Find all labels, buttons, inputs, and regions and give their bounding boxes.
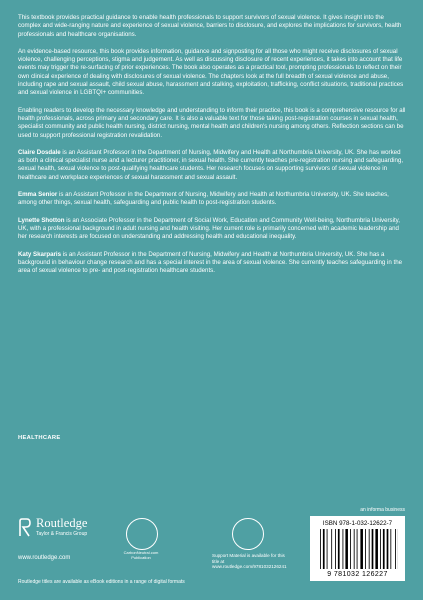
author-bio-text: is an Assistant Professor in the Department of Nursing, Midwifery and Health at Northumbria University, UK. She has worked as both a clinical specialist nurse and a lecturer practitioner, in sexual health. She currently teaches pre-registration nursing and safeguarding, sexual health, sexual violence to post-qualifying healthcare students. Her research focuses on supporting survivors of sexual violence in healthcare and workplace experiences of sexual harassment and sexual assault.: [18, 148, 404, 181]
author-bio-4: [18, 251, 408, 276]
description-paragraph-2: An evidence-based resource, this book provides information, guidance and signposting for all those who might receive disclosures of sexual violence, challenging perceptions, stigma and judgement. As well as discussing disclosure of recent experiences, it takes into account that life events may trigger the re-surfacing of prior experiences. The book also operates as a practical tool, prompting professionals to reflect on their own clinical experience of dealing with disclosures of sexual violence. The chapters look at the full breadth of sexual violence and abuse, including rape and sexual assault, child sexual abuse, harassment and stalking, exploitation, trafficking, conflict situations, traditional practices and sexual violence in LGBTQI+ communities.: [18, 47, 404, 97]
carbon-neutral-label: Publication: [131, 555, 151, 560]
isbn-label: ISBN 978-1-032-12622-7: [322, 520, 393, 527]
isbn-barcode: [310, 516, 405, 581]
author-bio-text: is an Assistant Professor in the Department of Nursing, Midwifery and Health at Northumbria University, UK. She has a background in behaviour change research and has a special interest in the area of sexual violence. She currently teaches safeguarding in the area of sexual violence to pre- and post-registration healthcare students.: [18, 250, 403, 275]
barcode-number: 9 781032 126227: [327, 571, 388, 578]
barcode-bars: [318, 529, 398, 569]
back-cover-text: [18, 14, 408, 284]
support-material-text: Support Material is available for this title at www.routledge.com/9781032126241: [212, 553, 287, 570]
author-name: Emma Senior: [18, 191, 58, 199]
author-bio-3: [18, 217, 408, 242]
author-bio-text: is an Assistant Professor in the Department of Nursing, Midwifery and Health at Northumbria University, UK. She teaches, among other things, sexual health, safeguarding and public health to post-registration students.: [18, 191, 389, 207]
subject-category: HEALTHCARE: [18, 435, 61, 441]
support-material-icon: [232, 518, 264, 550]
carbon-neutral-badge-icon: [126, 518, 158, 550]
carbon-neutral-url: CarbonNeutral.com: [123, 550, 159, 555]
author-name: Katy Skarparis: [18, 250, 62, 258]
description-paragraph-1: This textbook provides practical guidance to enable health professionals to support survivors of sexual violence. It gives insight into the complex and wide-ranging nature and experience of sexual violence, barriers to disclosure, and explores the implications for survivors, health professionals and healthcare organisations.: [18, 14, 402, 38]
ebook-notice: Routledge titles are available as eBook editions in a range of digital formats: [18, 579, 185, 585]
description-paragraph-3: Enabling readers to develop the necessary knowledge and understanding to inform their practice, this book is a comprehensive resource for all health professionals, across primary and secondary care. It is also a valuable text for those taking post-registration courses in sexual health, specialist community and public health nursing, district nursing, mental health and children's nursing among others. Reflection sections can be used to support professional registration revalidation.: [18, 106, 406, 139]
publisher-name: Routledge: [36, 516, 88, 530]
publisher-url[interactable]: www.routledge.com: [18, 555, 71, 561]
author-bio-2: [18, 191, 408, 208]
author-bio-text: is an Associate Professor in the Department of Social Work, Education and Community Well-being, Northumbria University, UK, with a professional background in adult nursing and health visiting. Her current role is primarily concerned with academic leadership and her research interests are focused on understanding and addressing health and educational inequality.: [18, 216, 401, 241]
author-name: Claire Dosdale: [18, 148, 61, 156]
author-bio-1: [18, 149, 408, 182]
carbon-neutral-caption: [120, 550, 162, 560]
routledge-logo-icon: [18, 518, 32, 538]
publisher-group: Taylor & Francis Group: [36, 531, 88, 537]
informa-tagline: an informa business: [360, 507, 405, 513]
author-name: Lynette Shotton: [18, 216, 65, 224]
